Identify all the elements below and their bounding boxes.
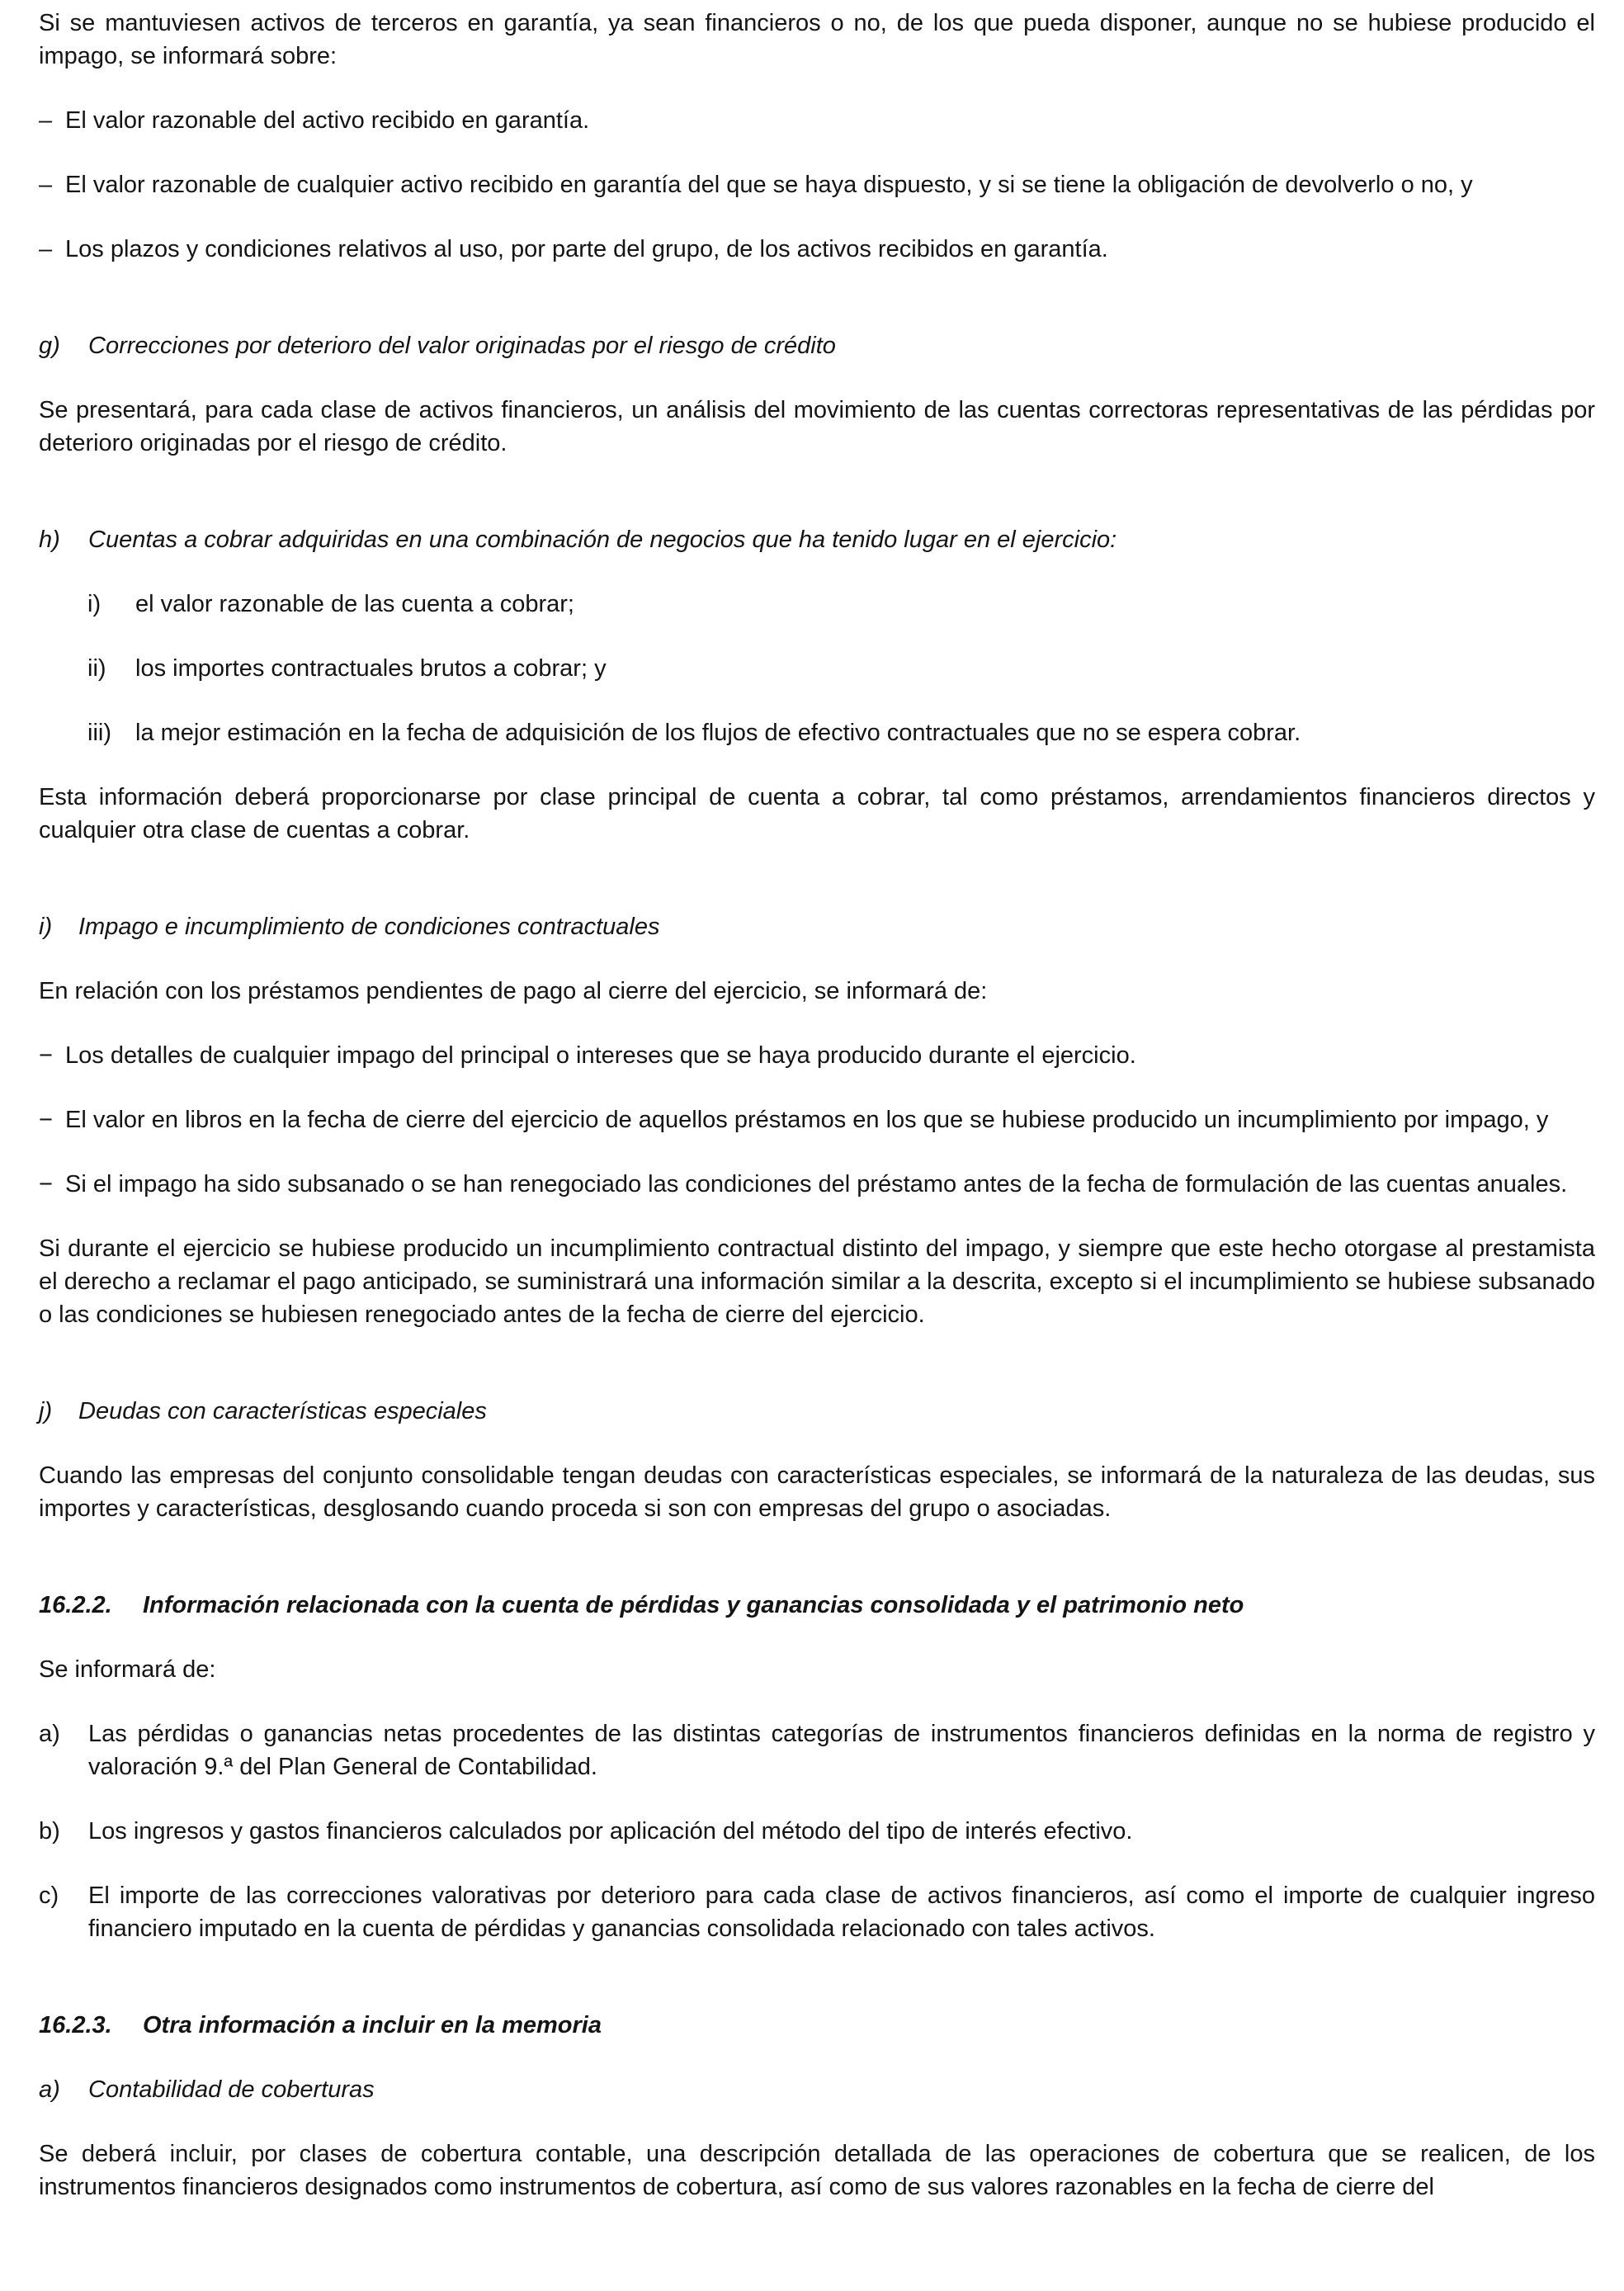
section-title: Deudas con características especiales <box>78 1398 487 1424</box>
list-item <box>39 233 1595 266</box>
section-title: Contabilidad de coberturas <box>88 2076 375 2103</box>
section-label: h) <box>39 527 60 553</box>
section-16-2-2-intro: Se informará de: <box>39 1656 216 1683</box>
list-item <box>39 1039 1595 1072</box>
section-h-heading <box>39 523 1595 556</box>
section-label: a) <box>39 2076 60 2103</box>
list-item-text: Los ingresos y gastos financieros calculados por aplicación del método del tipo de interés efectivo. <box>88 1818 1133 1845</box>
section-i-paragraph: Si durante el ejercicio se hubiese producido un incumplimiento contractual distinto del impago, y siempre que este hecho otorgase al prestamista el derecho a reclamar el pago anticipado, se suministrará una información similar a la descrita, excepto si el incumplimiento se hubiese subsanado o las condiciones se hubiesen renegociado antes de la fecha de cierre del ejercicio. <box>39 1235 1595 1328</box>
list-item-text: la mejor estimación en la fecha de adquisición de los flujos de efectivo contractuales que no se espera cobrar. <box>135 720 1301 746</box>
list-item <box>39 1815 1595 1848</box>
list-item <box>39 652 1595 685</box>
section-title: Otra información a incluir en la memoria <box>143 2012 602 2038</box>
section-title: Información relacionada con la cuenta de pérdidas y ganancias consolidada y el patrimonio neto <box>143 1592 1244 1618</box>
list-item-text: Las pérdidas o ganancias netas procedentes de las distintas categorías de instrumentos financieros definidas en la norma de registro y valoración 9.ª del Plan General de Contabilidad. <box>88 1721 1595 1780</box>
section-h-paragraph: Esta información deberá proporcionarse por clase principal de cuenta a cobrar, tal como préstamos, arrendamientos financieros directos y cualquier otra clase de cuentas a cobrar. <box>39 784 1595 843</box>
section-16-2-3-heading <box>39 2009 1595 2042</box>
section-i-heading <box>39 910 1595 943</box>
list-item-text: Los detalles de cualquier impago del principal o intereses que se haya producido durante el ejercicio. <box>65 1042 1136 1069</box>
section-number: 16.2.3. <box>39 2012 112 2038</box>
item-label: b) <box>39 1818 60 1845</box>
section-i-intro: En relación con los préstamos pendientes de pago al cierre del ejercicio, se informará de: <box>39 978 988 1004</box>
list-item <box>39 588 1595 621</box>
section-label: j) <box>39 1398 53 1424</box>
item-label: c) <box>39 1882 59 1909</box>
section-title: Impago e incumplimiento de condiciones contractuales <box>78 914 660 940</box>
subsection-heading <box>39 2073 1595 2106</box>
list-item <box>39 168 1595 201</box>
list-item <box>39 1103 1595 1136</box>
dash-marker: – <box>39 172 53 198</box>
dash-marker: – <box>39 107 53 134</box>
intro-paragraph: Si se mantuviesen activos de terceros en garantía, ya sean financieros o no, de los que pueda disponer, aunque no se hubiese producido el impago, se informará sobre: <box>39 10 1595 69</box>
section-number: 16.2.2. <box>39 1592 112 1618</box>
section-g-heading <box>39 329 1595 362</box>
list-item-text: El valor razonable del activo recibido en garantía. <box>65 107 590 134</box>
list-item-text: El valor razonable de cualquier activo recibido en garantía del que se haya dispuesto, y si se tiene la obligación de devolverlo o no, y <box>65 172 1473 198</box>
dash-marker: − <box>39 1107 53 1133</box>
list-item <box>39 104 1595 137</box>
list-item-text: El valor en libros en la fecha de cierre del ejercicio de aquellos préstamos en los que se hubiese producido un incumplimiento por impago, y <box>65 1107 1549 1133</box>
section-j-heading <box>39 1395 1595 1428</box>
section-16-2-3-paragraph: Se deberá incluir, por clases de cobertura contable, una descripción detallada de las operaciones de cobertura que se realicen, de los instrumentos financieros designados como instrumentos de cobertura, así como de sus valores razonables en la fecha de cierre del <box>39 2141 1595 2200</box>
section-label: g) <box>39 333 60 359</box>
section-title: Cuentas a cobrar adquiridas en una combinación de negocios que ha tenido lugar en el ejercicio: <box>88 527 1117 553</box>
item-label: a) <box>39 1721 60 1747</box>
list-item-text: los importes contractuales brutos a cobrar; y <box>135 655 607 682</box>
item-label: iii) <box>87 720 111 746</box>
section-label: i) <box>39 914 53 940</box>
list-item <box>39 1717 1595 1783</box>
list-item <box>39 716 1595 749</box>
dash-marker: – <box>39 236 53 262</box>
list-item-text: Los plazos y condiciones relativos al uso, por parte del grupo, de los activos recibidos en garantía. <box>65 236 1108 262</box>
section-title: Correcciones por deterioro del valor originadas por el riesgo de crédito <box>88 333 836 359</box>
section-g-paragraph: Se presentará, para cada clase de activos financieros, un análisis del movimiento de las cuentas correctoras representativas de las pérdidas por deterioro originadas por el riesgo de crédito. <box>39 397 1595 456</box>
dash-marker: − <box>39 1171 53 1197</box>
list-item-text: Si el impago ha sido subsanado o se han renegociado las condiciones del préstamo antes de la fecha de formulación de las cuentas anuales. <box>65 1171 1568 1197</box>
list-item <box>39 1879 1595 1945</box>
section-j-paragraph: Cuando las empresas del conjunto consolidable tengan deudas con características especiales, se informará de la naturaleza de las deudas, sus importes y características, desglosando cuando proceda si son con empresas del grupo o asociadas. <box>39 1462 1595 1522</box>
item-label: ii) <box>87 655 106 682</box>
list-item-text: el valor razonable de las cuenta a cobrar; <box>135 591 574 617</box>
list-item <box>39 1168 1595 1201</box>
section-16-2-2-heading <box>39 1589 1595 1622</box>
dash-marker: − <box>39 1042 53 1069</box>
list-item-text: El importe de las correcciones valorativas por deterioro para cada clase de activos financieros, así como el importe de cualquier ingreso financiero imputado en la cuenta de pérdidas y ganancias consolidada relacionado con tales activos. <box>88 1882 1595 1942</box>
item-label: i) <box>87 591 102 617</box>
